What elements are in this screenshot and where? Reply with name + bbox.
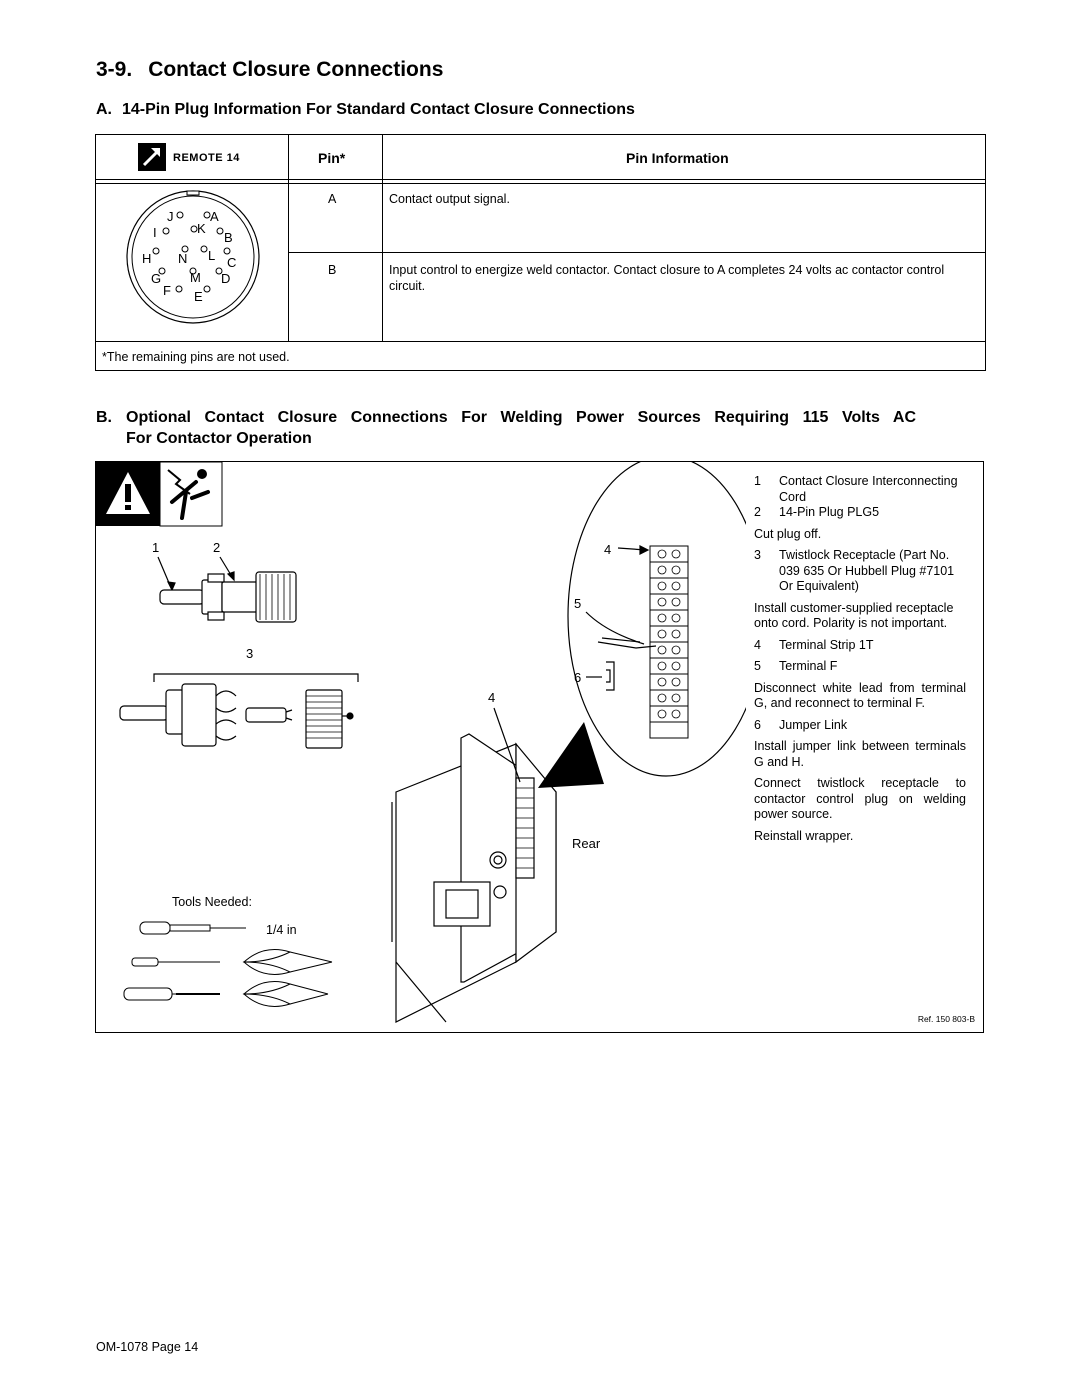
fourteen-pin-connector-diagram bbox=[123, 187, 263, 327]
legend-item: 6 Jumper Link bbox=[754, 717, 848, 732]
col-header-pin: Pin* bbox=[318, 150, 346, 166]
legend-paragraph: Install customer-supplied receptacle onto cord. Polarity is not important. bbox=[754, 600, 954, 630]
pin-label: J bbox=[167, 209, 174, 224]
section-title-text: Contact Closure Connections bbox=[148, 58, 444, 81]
figure-legend bbox=[754, 474, 966, 850]
contact-closure-figure bbox=[95, 461, 984, 1033]
tools-needed-label: Tools Needed: bbox=[172, 895, 252, 909]
pin-label: D bbox=[221, 271, 231, 286]
row-a-pin: A bbox=[328, 192, 337, 206]
page-footer: OM-1078 Page 14 bbox=[96, 1340, 199, 1354]
pin-label: F bbox=[163, 283, 171, 298]
callout-4-lower: 4 bbox=[488, 690, 496, 705]
callout-5: 5 bbox=[574, 596, 582, 611]
pin-label: B bbox=[224, 230, 233, 245]
callout-6: 6 bbox=[574, 670, 582, 685]
row-b-info: Input control to energize weld contactor. Contact closure to A completes 24 volts ac contactor control circuit. bbox=[389, 263, 945, 293]
legend-paragraph: Reinstall wrapper. bbox=[754, 828, 854, 843]
subsection-a-title-text: 14-Pin Plug Information For Standard Contact Closure Connections bbox=[122, 101, 635, 118]
legend-item: 2 14-Pin Plug PLG5 bbox=[754, 505, 880, 519]
pin-label: K bbox=[197, 221, 206, 236]
subsection-b-letter: B. bbox=[96, 409, 112, 426]
remote-label: REMOTE 14 bbox=[173, 152, 240, 164]
tools-icon bbox=[124, 922, 332, 1006]
subsection-a-letter: A. bbox=[96, 101, 112, 118]
subsection-a-title bbox=[96, 101, 635, 119]
remote-arrow-icon bbox=[138, 143, 166, 171]
rear-label: Rear bbox=[572, 836, 601, 851]
tool-size-label: 1/4 in bbox=[266, 923, 297, 937]
subsection-b-title-line2: For Contactor Operation bbox=[126, 430, 312, 447]
pin-label: G bbox=[151, 271, 162, 286]
legend-item: 3 Twistlock Receptacle (Part No. 039 635 Or Hubbell Plug #7101 Or Equivalent) bbox=[754, 548, 955, 593]
figure-reference: Ref. 150 803-B bbox=[917, 1014, 975, 1024]
pin-label: A bbox=[210, 209, 219, 224]
legend-paragraph: Install jumper link between terminals G and H. bbox=[754, 739, 966, 769]
callout-1: 1 bbox=[152, 540, 160, 555]
legend-item: 1 Contact Closure Interconnecting Cord bbox=[754, 474, 958, 504]
legend-paragraph: Cut plug off. bbox=[754, 526, 822, 541]
pin-label: I bbox=[153, 225, 157, 240]
section-number: 3-9. bbox=[96, 58, 133, 81]
legend-paragraph: Disconnect white lead from terminal G, and reconnect to terminal F. bbox=[754, 680, 966, 710]
wiring-illustration bbox=[96, 462, 746, 1032]
callout-2: 2 bbox=[213, 540, 221, 555]
pin-label: H bbox=[142, 251, 152, 266]
callout-3: 3 bbox=[246, 646, 254, 661]
pin-label: E bbox=[194, 289, 203, 304]
legend-item: 5 Terminal F bbox=[754, 659, 838, 673]
col-header-pin-information: Pin Information bbox=[626, 150, 729, 166]
row-a-info: Contact output signal. bbox=[389, 192, 510, 206]
pin-label: C bbox=[227, 255, 237, 270]
legend-paragraph: Connect twistlock receptacle to contactor control plug on welding power source. bbox=[754, 776, 966, 821]
pin-information-table bbox=[95, 134, 986, 371]
pin-label: M bbox=[190, 270, 201, 285]
row-b-pin: B bbox=[328, 263, 337, 277]
subsection-b-title bbox=[96, 407, 916, 449]
pin-label: L bbox=[208, 248, 216, 263]
pin-label: N bbox=[178, 251, 188, 266]
section-title bbox=[96, 58, 443, 82]
legend-item: 4 Terminal Strip 1T bbox=[754, 637, 874, 652]
callout-4-upper: 4 bbox=[604, 542, 612, 557]
table-footnote: *The remaining pins are not used. bbox=[102, 350, 290, 364]
subsection-b-title-line1: Optional Contact Closure Connections For Welding Power Sources Requiring 115 Volts AC bbox=[126, 409, 916, 426]
